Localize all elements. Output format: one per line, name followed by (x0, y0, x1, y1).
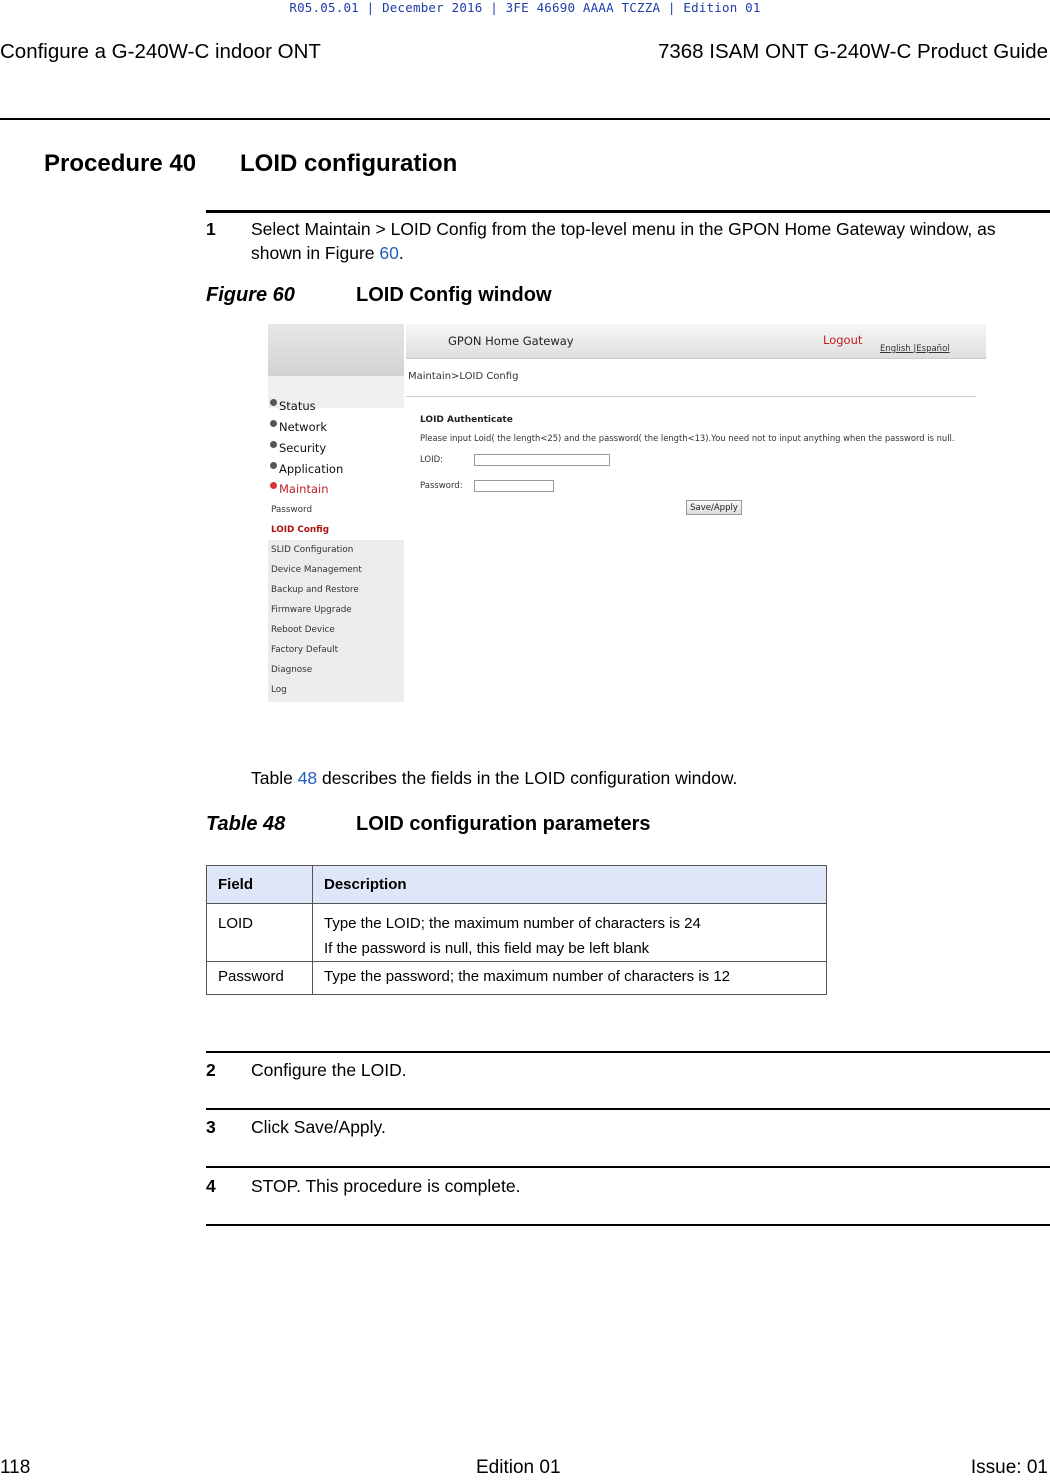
loid-config-screenshot (268, 324, 986, 716)
step-3 (206, 1115, 1050, 1139)
lang-spanish-link[interactable]: Español (916, 344, 950, 354)
step-text: STOP. This procedure is complete. (251, 1176, 521, 1196)
step-text: Configure the LOID. (251, 1060, 407, 1080)
table-caption (206, 813, 651, 836)
logout-link[interactable]: Logout (823, 333, 863, 347)
section-title: LOID Authenticate (420, 415, 513, 425)
submenu-firmware-upgrade[interactable]: Firmware Upgrade (271, 605, 352, 615)
cell-description: Type the LOID; the maximum number of characters is 24 If the password is null, this field may be left blank (313, 904, 827, 962)
footer-issue: Issue: 01 (970, 1457, 1048, 1478)
submenu-device-management[interactable]: Device Management (271, 565, 362, 575)
step-number: 2 (206, 1060, 216, 1080)
menu-status[interactable]: Status (270, 399, 316, 413)
bullet-icon (270, 420, 277, 427)
document-stamp: R05.05.01 | December 2016 | 3FE 46690 AAAA TCZZA | Edition 01 (289, 0, 761, 15)
step-divider (206, 210, 1050, 213)
bullet-icon (270, 399, 277, 406)
submenu-password[interactable]: Password (271, 505, 313, 515)
table-row (207, 904, 827, 962)
submenu-log[interactable]: Log (271, 685, 287, 695)
table-header-row (207, 866, 827, 904)
step-number: 1 (206, 219, 216, 239)
cell-description: Type the password; the maximum number of characters is 12 (313, 962, 827, 995)
breadcrumb-divider (406, 396, 976, 397)
cell-field: LOID (207, 904, 313, 962)
step-4 (206, 1174, 1050, 1198)
step-divider (206, 1051, 1050, 1053)
header-divider (0, 118, 1050, 120)
password-label: Password: (420, 481, 463, 491)
footer-edition: Edition 01 (476, 1457, 561, 1478)
language-links: English |Español (880, 344, 950, 354)
table-row (207, 962, 827, 995)
step-text: Click Save/Apply. (251, 1117, 386, 1137)
save-apply-button[interactable]: Save/Apply (686, 500, 742, 515)
submenu-backup-restore[interactable]: Backup and Restore (271, 585, 359, 595)
menu-security[interactable]: Security (270, 441, 326, 455)
gateway-title: GPON Home Gateway (448, 334, 574, 348)
submenu-reboot-device[interactable]: Reboot Device (271, 625, 335, 635)
loid-input[interactable] (474, 454, 610, 466)
procedure-number: Procedure 40 (44, 150, 197, 177)
table-title: LOID configuration parameters (356, 813, 651, 835)
table-link[interactable]: 48 (297, 768, 318, 788)
header-guide-title: 7368 ISAM ONT G-240W-C Product Guide (657, 40, 1048, 63)
bullet-icon (270, 482, 277, 489)
menu-network[interactable]: Network (270, 420, 327, 434)
gateway-topbar (406, 324, 986, 359)
step-number: 4 (206, 1176, 216, 1196)
step-number: 3 (206, 1117, 216, 1137)
submenu-factory-default[interactable]: Factory Default (271, 645, 339, 655)
header-description: Description (313, 866, 827, 904)
procedure-end-divider (206, 1224, 1050, 1226)
cell-field: Password (207, 962, 313, 995)
figure-caption (206, 284, 552, 307)
step-text: Select Maintain > LOID Config from the top-level menu in the GPON Home Gateway window, as shown in Figure 60. (251, 219, 996, 263)
page-number: 118 (0, 1457, 31, 1478)
step-divider (206, 1108, 1050, 1110)
table-label: Table 48 (206, 813, 286, 835)
breadcrumb: Maintain>LOID Config (408, 371, 519, 382)
menu-maintain[interactable]: Maintain (270, 482, 329, 496)
table-reference-paragraph: Table 48 describes the fields in the LOID configuration window. (251, 768, 738, 788)
figure-title: LOID Config window (356, 284, 552, 306)
figure-link[interactable]: 60 (379, 243, 399, 263)
figure-label: Figure 60 (206, 284, 295, 306)
side-menu (268, 324, 404, 716)
lang-english-link[interactable]: English (880, 344, 911, 354)
step-divider (206, 1166, 1050, 1168)
submenu-slid-configuration[interactable]: SLID Configuration (271, 545, 354, 555)
step-1 (206, 217, 1050, 265)
bullet-icon (270, 462, 277, 469)
instructions-text: Please input Loid( the length<25) and the password( the length<13).You need not to input anything when the password is null. (420, 433, 955, 443)
menu-application[interactable]: Application (270, 462, 343, 476)
loid-label: LOID: (420, 455, 444, 465)
bullet-icon (270, 441, 277, 448)
step-2 (206, 1058, 1050, 1082)
password-input[interactable] (474, 480, 554, 492)
loid-parameters-table (206, 865, 827, 995)
procedure-title: LOID configuration (240, 150, 458, 177)
procedure-heading (44, 150, 457, 178)
submenu-loid-config[interactable]: LOID Config (271, 525, 329, 535)
header-field: Field (207, 866, 313, 904)
submenu-diagnose[interactable]: Diagnose (271, 665, 313, 675)
header-chapter-title: Configure a G-240W-C indoor ONT (0, 40, 321, 63)
